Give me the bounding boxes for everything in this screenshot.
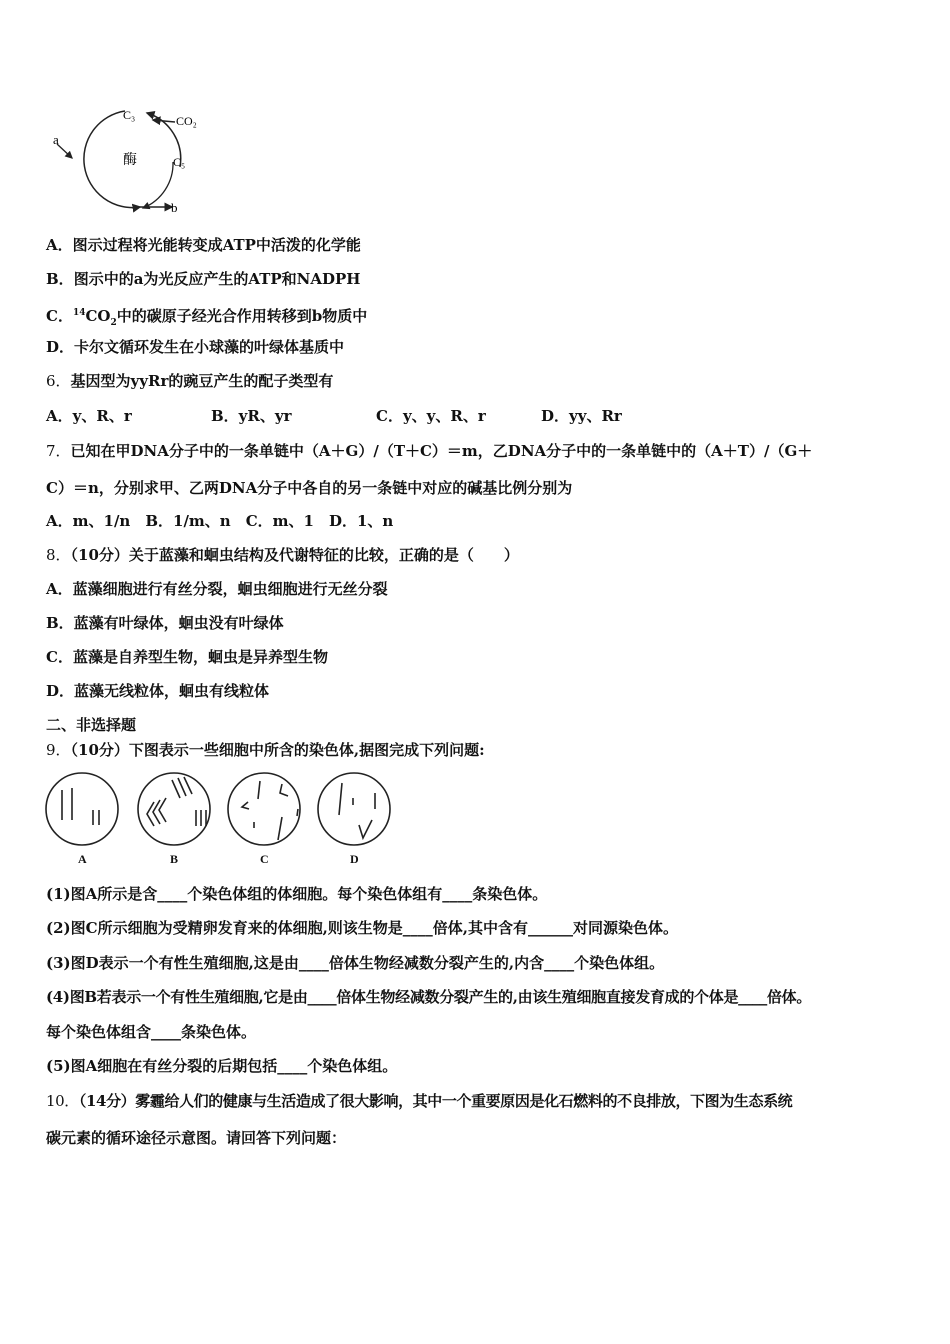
q9-part-4: (4)图B若表示一个有性生殖细胞,它是由____倍体生物经减数分裂产生的,由该生殖细胞直接发育成的个体是____倍体。 <box>46 988 812 1006</box>
q10-stem: 10．（14分）雾霾给人们的健康与生活造成了很大影响，其中一个重要原因是化石燃料的不良排放，下图为生态系统 <box>46 1092 793 1110</box>
q9-part-4-cont: 每个染色体组含____条染色体。 <box>46 1023 257 1041</box>
q5-option-d: D．卡尔文循环发生在小球藻的叶绿体基质中 <box>46 338 345 356</box>
q7-stem: 7．已知在甲DNA分子中的一条单链中（A＋G）/（T＋C）＝m，乙DNA分子中的一条单链中的（A＋T）/（G＋ <box>46 442 813 460</box>
q7-stem-cont: C）＝n，分别求甲、乙两DNA分子中各自的另一条链中对应的碱基比例分别为 <box>46 479 573 497</box>
cell-a-chromosomes <box>62 788 99 825</box>
q6-options: A．y、R、r B．yR、yr C．y、y、R、r D．yy、Rr <box>46 407 622 425</box>
label-co2: CO₂ <box>176 114 197 128</box>
q8-option-b: B．蓝藻有叶绿体，蛔虫没有叶绿体 <box>46 614 284 632</box>
q5-option-a: A．图示过程将光能转变成ATP中活泼的化学能 <box>46 236 361 254</box>
q8-stem: 8．（10分）关于蓝藻和蛔虫结构及代谢特征的比较，正确的是（ ） <box>46 546 519 564</box>
calvin-cycle-diagram <box>45 100 225 215</box>
q7-options: A．m、1/n B．1/m、n C．m、1 D．1、n <box>46 512 394 530</box>
cell-b-chromosomes <box>147 777 206 826</box>
section-heading: 二、非选择题 <box>46 716 137 734</box>
cell-label-d: D <box>350 852 359 866</box>
cell-label-a: A <box>78 852 87 866</box>
q9-part-5: (5)图A细胞在有丝分裂的后期包括____个染色体组。 <box>46 1057 398 1075</box>
q6-stem: 6．基因型为yyRr的豌豆产生的配子类型有 <box>46 372 334 390</box>
q9-part-2: (2)图C所示细胞为受精卵发育来的体细胞,则该生物是____倍体,其中含有______对同源染色体。 <box>46 919 679 937</box>
q5-option-c: C．$^{14}CO_2$中的碳原子经光合作用转移到b物质中 <box>46 307 368 328</box>
q8-option-a: A．蓝藻细胞进行有丝分裂，蛔虫细胞进行无丝分裂 <box>46 580 388 598</box>
cell-d-chromosomes <box>339 783 375 838</box>
q9-part-1: (1)图A所示是含____个染色体组的体细胞。每个染色体组有____条染色体。 <box>46 885 548 903</box>
cell-label-c: C <box>260 852 269 866</box>
chromosome-cells-figure <box>42 772 402 868</box>
q8-option-c: C．蓝藻是自养型生物，蛔虫是异养型生物 <box>46 648 328 666</box>
cell-label-b: B <box>170 852 179 866</box>
cell-c-chromosomes <box>242 781 298 840</box>
label-a: a <box>53 132 59 147</box>
q8-option-d: D．蓝藻无线粒体，蛔虫有线粒体 <box>46 682 270 700</box>
q10-stem-cont: 碳元素的循环途径示意图。请回答下列问题： <box>46 1129 347 1147</box>
label-b: b <box>171 200 178 215</box>
label-c5: C₅ <box>173 155 186 169</box>
q9-part-3: (3)图D表示一个有性生殖细胞,这是由____倍体生物经减数分裂产生的,内含____个染色体组。 <box>46 954 665 972</box>
q5-option-b: B．图示中的a为光反应产生的ATP和NADPH <box>46 270 361 288</box>
label-enzyme: 酶 <box>123 152 137 168</box>
q9-stem: 9．（10分）下图表示一些细胞中所含的染色体,据图完成下列问题: <box>46 741 485 759</box>
label-c3: C₃ <box>123 108 136 122</box>
